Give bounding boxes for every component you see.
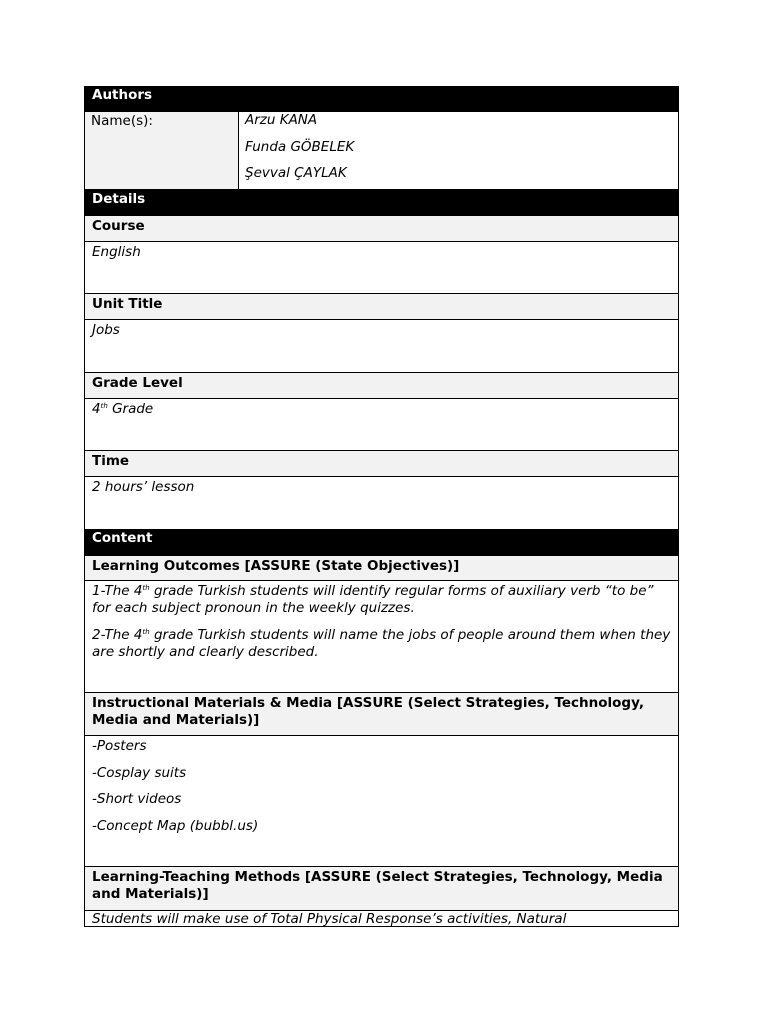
authors-row bbox=[84, 112, 679, 190]
outcome-1-sup: th bbox=[142, 584, 150, 592]
unit-title-label: Unit Title bbox=[84, 294, 679, 320]
outcome-2-sup: th bbox=[142, 628, 150, 636]
grade-level-label: Grade Level bbox=[84, 373, 679, 399]
author-name: Şevval ÇAYLAK bbox=[245, 165, 347, 181]
author-names bbox=[239, 112, 678, 189]
outcome-2-rest: grade Turkish students will name the jobs of people around them when they are shortly and clearly described. bbox=[92, 627, 671, 660]
grade-level-value bbox=[84, 399, 679, 451]
authors-header: Authors bbox=[84, 86, 679, 112]
unit-title-value: Jobs bbox=[84, 320, 679, 373]
time-label: Time bbox=[84, 451, 679, 477]
learning-teaching-methods-value: Students will make use of Total Physical Response’s activities, Natural bbox=[84, 911, 679, 927]
outcome-1 bbox=[92, 583, 671, 617]
course-label: Course bbox=[84, 216, 679, 242]
outcome-1-start: 1-The 4 bbox=[92, 583, 143, 599]
material-item: -Posters bbox=[92, 738, 147, 754]
names-label: Name(s): bbox=[85, 112, 239, 189]
outcome-2 bbox=[92, 627, 671, 661]
instructional-materials-value bbox=[84, 736, 679, 867]
course-value: English bbox=[84, 242, 679, 294]
material-item: -Cosplay suits bbox=[92, 764, 187, 781]
outcome-2-start: 2-The 4 bbox=[92, 627, 143, 643]
grade-word: Grade bbox=[107, 401, 154, 417]
grade-suffix: th bbox=[100, 402, 108, 410]
instructional-materials-label: Instructional Materials & Media [ASSURE (Select Strategies, Technology, Media and Materials)] bbox=[84, 693, 679, 736]
grade-number: 4 bbox=[92, 401, 101, 417]
details-header: Details bbox=[84, 190, 679, 216]
author-name: Arzu KANA bbox=[245, 112, 318, 128]
author-name: Funda GÖBELEK bbox=[245, 138, 355, 155]
learning-teaching-methods-label: Learning-Teaching Methods [ASSURE (Select Strategies, Technology, Media and Materials)] bbox=[84, 867, 679, 911]
material-item: -Concept Map (bubbl.us) bbox=[92, 817, 259, 834]
content-header: Content bbox=[84, 529, 679, 555]
lesson-plan-table bbox=[84, 86, 679, 927]
time-value: 2 hours’ lesson bbox=[84, 477, 679, 529]
learning-outcomes-label: Learning Outcomes [ASSURE (State Objectives)] bbox=[84, 555, 679, 581]
material-item: -Short videos bbox=[92, 791, 182, 807]
outcome-1-rest: grade Turkish students will identify regular forms of auxiliary verb “to be” for each subject pronoun in the weekly quizzes. bbox=[92, 583, 654, 616]
learning-outcomes-value bbox=[84, 581, 679, 693]
